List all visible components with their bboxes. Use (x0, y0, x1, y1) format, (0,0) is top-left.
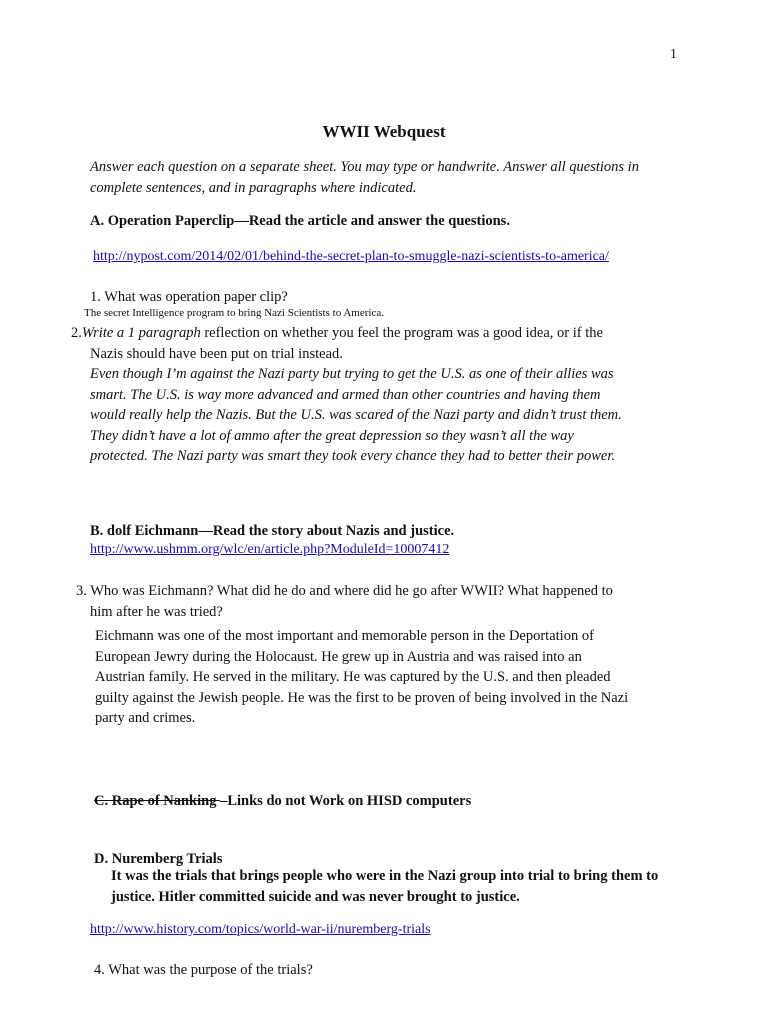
answer-3 (95, 626, 628, 729)
instructions (90, 157, 639, 198)
answer-1: The secret Intelligence program to bring Nazi Scientists to America. (84, 307, 384, 319)
answer-2 (90, 364, 622, 467)
answer-2-line: Even though I’m against the Nazi party but trying to get the U.S. as one of their allies was (90, 366, 614, 382)
instructions-line: complete sentences, and in paragraphs where indicated. (90, 179, 417, 196)
question-3 (76, 581, 613, 622)
section-a-link[interactable]: http://nypost.com/2014/02/01/behind-the-secret-plan-to-smuggle-nazi-scientists-to-america/ (93, 249, 609, 264)
question-2-text: reflection on whether you feel the program was a good idea, or if the (200, 325, 603, 341)
answer-3-line: guilty against the Jewish people. He was the first to be proven of being involved in the Nazi (95, 689, 629, 706)
question-1: 1. What was operation paper clip? (90, 289, 288, 305)
section-d-answer-line: It was the trials that brings people who were in the Nazi group into trial to bring them to (111, 868, 659, 884)
instructions-line: Answer each question on a separate sheet. You may type or handwrite. Answer all questions in (90, 159, 639, 175)
page-number: 1 (670, 47, 677, 62)
question-4: 4. What was the purpose of the trials? (94, 962, 313, 978)
section-d-link[interactable]: http://www.history.com/topics/world-war-ii/nuremberg-trials (90, 922, 431, 937)
section-a-heading: A. Operation Paperclip—Read the article and answer the questions. (90, 213, 510, 229)
section-c-struck-title: C. Rape of Nanking (94, 793, 221, 809)
section-d-answer-line: justice. Hitler committed suicide and was never brought to justice. (111, 888, 520, 905)
answer-2-line: would really help the Nazis. But the U.S. was scared of the Nazi party and didn’t trust them. (90, 407, 622, 423)
section-d-heading: D. Nuremberg Trials (94, 851, 223, 867)
answer-2-line: They didn’t have a lot of ammo after the great depression so they wasn’t all the way (90, 427, 574, 444)
question-2-number: 2. (71, 325, 82, 341)
answer-3-line: party and crimes. (95, 710, 196, 726)
section-d-answer (111, 866, 658, 907)
answer-2-line: smart. The U.S. is way more advanced and armed than other countries and having them (90, 386, 601, 403)
section-c-note: –Links do not Work on HISD computers (220, 793, 472, 809)
question-2 (71, 323, 603, 344)
section-c-heading (94, 791, 471, 812)
answer-2-line: protected. The Nazi party was smart they took every chance they had to better their power. (90, 448, 615, 464)
question-2-line-2: Nazis should have been put on trial instead. (90, 346, 343, 362)
question-3-line: 3. Who was Eichmann? What did he do and where did he go after WWII? What happened to (76, 583, 613, 599)
answer-3-line: Eichmann was one of the most important and memorable person in the Deportation of (95, 628, 594, 644)
question-2-emphasis: Write a 1 paragraph (81, 325, 201, 341)
question-3-line: him after he was tried? (90, 603, 223, 620)
document-title: WWII Webquest (322, 122, 446, 141)
answer-3-line: Austrian family. He served in the military. He was captured by the U.S. and then pleaded (95, 669, 611, 685)
section-b-link[interactable]: http://www.ushmm.org/wlc/en/article.php?ModuleId=10007412 (90, 542, 450, 557)
answer-3-line: European Jewry during the Holocaust. He grew up in Austria and was raised into an (95, 648, 582, 665)
section-b-heading: B. dolf Eichmann—Read the story about Nazis and justice. (90, 523, 455, 539)
